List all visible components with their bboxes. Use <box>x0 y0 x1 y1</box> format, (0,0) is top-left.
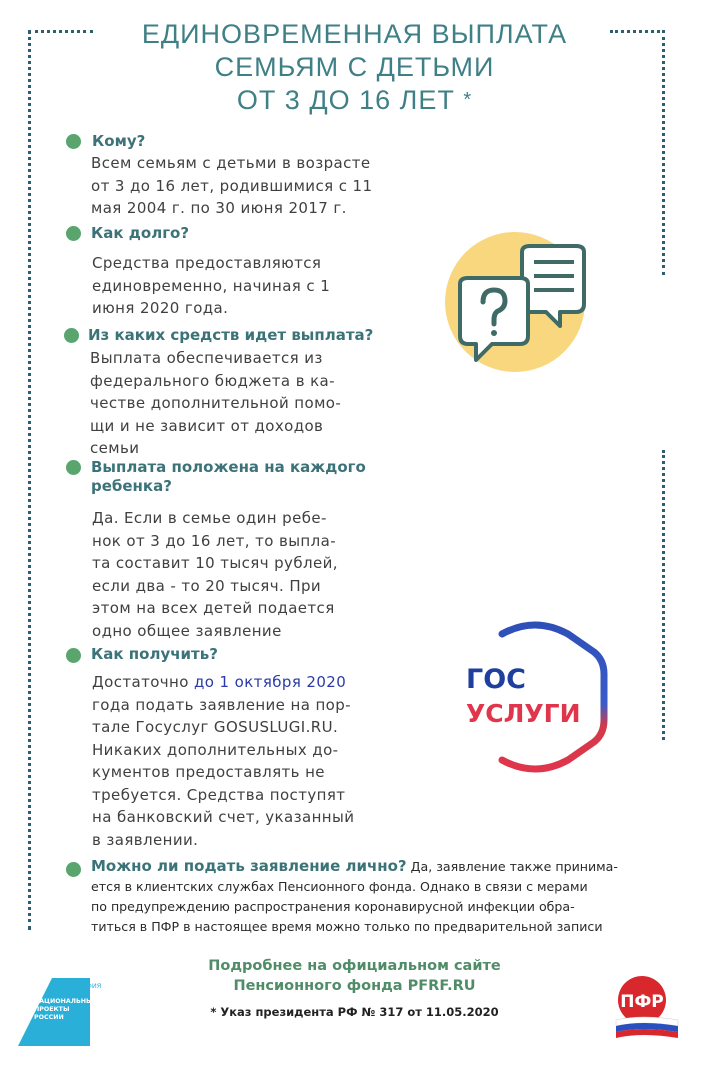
answer-line: тале Госуслуг GOSUSLUGI.RU. <box>92 718 339 736</box>
answer-line: этом на всех детей подается <box>92 599 335 617</box>
title-line-3-wrap <box>0 84 709 117</box>
gosuslugi-text-gos: ГОС <box>466 664 526 695</box>
question-2: Как долго? <box>91 224 190 242</box>
question-4-line-1: Выплата положена на каждого <box>91 458 366 476</box>
answer-line: кументов предоставлять не <box>92 763 325 781</box>
answer-line: года подать заявление на пор- <box>92 695 351 714</box>
answer-line: титься в ПФР в настоящее время можно только по предварительной записи <box>91 919 603 934</box>
bullet-6 <box>66 862 81 877</box>
answer-line-first <box>92 671 354 694</box>
more-info-line-1: Подробнее на официальном сайте <box>208 958 501 974</box>
bullet-2 <box>66 226 81 241</box>
question-3: Из каких средств идет выплата? <box>88 326 374 344</box>
answer-line: честве дополнительной помо- <box>90 394 342 412</box>
title-line-1: ЕДИНОВРЕМЕННАЯ ВЫПЛАТА <box>141 19 568 49</box>
answer-line: в заявлении. <box>92 830 199 849</box>
answer-line: одно общее заявление <box>92 621 282 640</box>
pfr-text: ПФР <box>620 992 664 1012</box>
answer-line: требуется. Средства поступят <box>92 785 346 804</box>
answer-line: ется в клиентских службах Пенсионного фонда. Однако в связи с мерами <box>91 879 588 894</box>
answer-line: если два - то 20 тысяч. При <box>92 576 322 595</box>
national-projects-logo <box>14 970 102 1050</box>
russian-flag-icon <box>616 1017 678 1038</box>
answer-line: на банковский счет, указанный <box>92 808 355 826</box>
answer-line: Всем семьям с детьми в возрасте <box>91 154 371 172</box>
more-info <box>0 956 709 996</box>
gosuslugi-text-uslugi: УСЛУГИ <box>466 699 581 728</box>
question-dot <box>491 330 497 336</box>
bullet-3 <box>64 328 79 343</box>
answer-line: Никаких дополнительных до- <box>92 740 339 759</box>
deadline-highlight: до 1 октября 2020 <box>194 673 347 691</box>
title-line-2: СЕМЬЯМ С ДЕТЬМИ <box>214 52 495 82</box>
question-1: Кому? <box>92 132 146 150</box>
answer-line: семьи <box>90 439 140 457</box>
answer-line: единовременно, начиная с 1 <box>92 276 331 295</box>
frame-dots-right-lower <box>662 450 665 740</box>
more-info-line-2: Пенсионного фонда PFRF.RU <box>233 978 476 994</box>
answer-line: нок от 3 до 16 лет, то выпла- <box>92 531 337 550</box>
chat-bubble-icon <box>522 246 584 326</box>
answer-line: июня 2020 года. <box>92 299 229 317</box>
bullet-5 <box>66 648 81 663</box>
answer-line: та составит 10 тысяч рублей, <box>92 554 338 572</box>
question-5: Как получить? <box>91 645 218 663</box>
decree-note: * Указ президента РФ № 317 от 11.05.2020 <box>210 1005 499 1019</box>
answer-2 <box>92 252 330 320</box>
title-line-3: ОТ 3 ДО 16 ЛЕТ <box>236 85 455 115</box>
answer-5 <box>92 671 354 851</box>
question-6: Можно ли подать заявление лично? <box>91 857 407 875</box>
pfr-logo <box>612 968 684 1042</box>
answer-line: Выплата обеспечивается из <box>90 349 323 367</box>
answer-3 <box>90 347 341 460</box>
np-text-1: НАЦИОНАЛЬНЫЕ <box>34 998 97 1005</box>
answer-line: федерального бюджета в ка- <box>90 371 335 390</box>
answer-line: Да. Если в семье один ребе- <box>92 509 327 527</box>
gosuslugi-logo <box>462 612 608 782</box>
answer-text: Да, заявление также принима- <box>410 859 618 874</box>
np-demography-label: ДЕМОГРАФИЯ <box>54 982 102 990</box>
question-4-line-2: ребенка? <box>91 477 172 495</box>
answer-6 <box>91 856 618 937</box>
bullet-1 <box>66 134 81 149</box>
question-chat-illustration <box>438 232 598 372</box>
title-asterisk: * <box>463 89 473 111</box>
gosuslugi-ring <box>502 625 604 769</box>
answer-line: мая 2004 г. по 30 июня 2017 г. <box>91 199 347 217</box>
answer-line: щи и не зависит от доходов <box>90 416 324 435</box>
answer-line: Средства предоставляются <box>92 254 322 272</box>
page-title <box>0 18 709 117</box>
frame-dots-left <box>28 30 31 930</box>
np-text-2: ПРОЕКТЫ <box>34 1006 70 1013</box>
np-text-3: РОССИИ <box>34 1014 64 1021</box>
answer-4 <box>92 507 338 642</box>
answer-1 <box>91 152 372 220</box>
question-4 <box>91 458 366 496</box>
answer-line: от 3 до 16 лет, родившимися с 11 <box>91 176 373 195</box>
bullet-4 <box>66 460 81 475</box>
answer-line: по предупреждению распространения коронавирусной инфекции обра- <box>91 899 575 914</box>
answer-text: Достаточно <box>92 673 195 691</box>
answer-6-first-line <box>91 856 618 877</box>
